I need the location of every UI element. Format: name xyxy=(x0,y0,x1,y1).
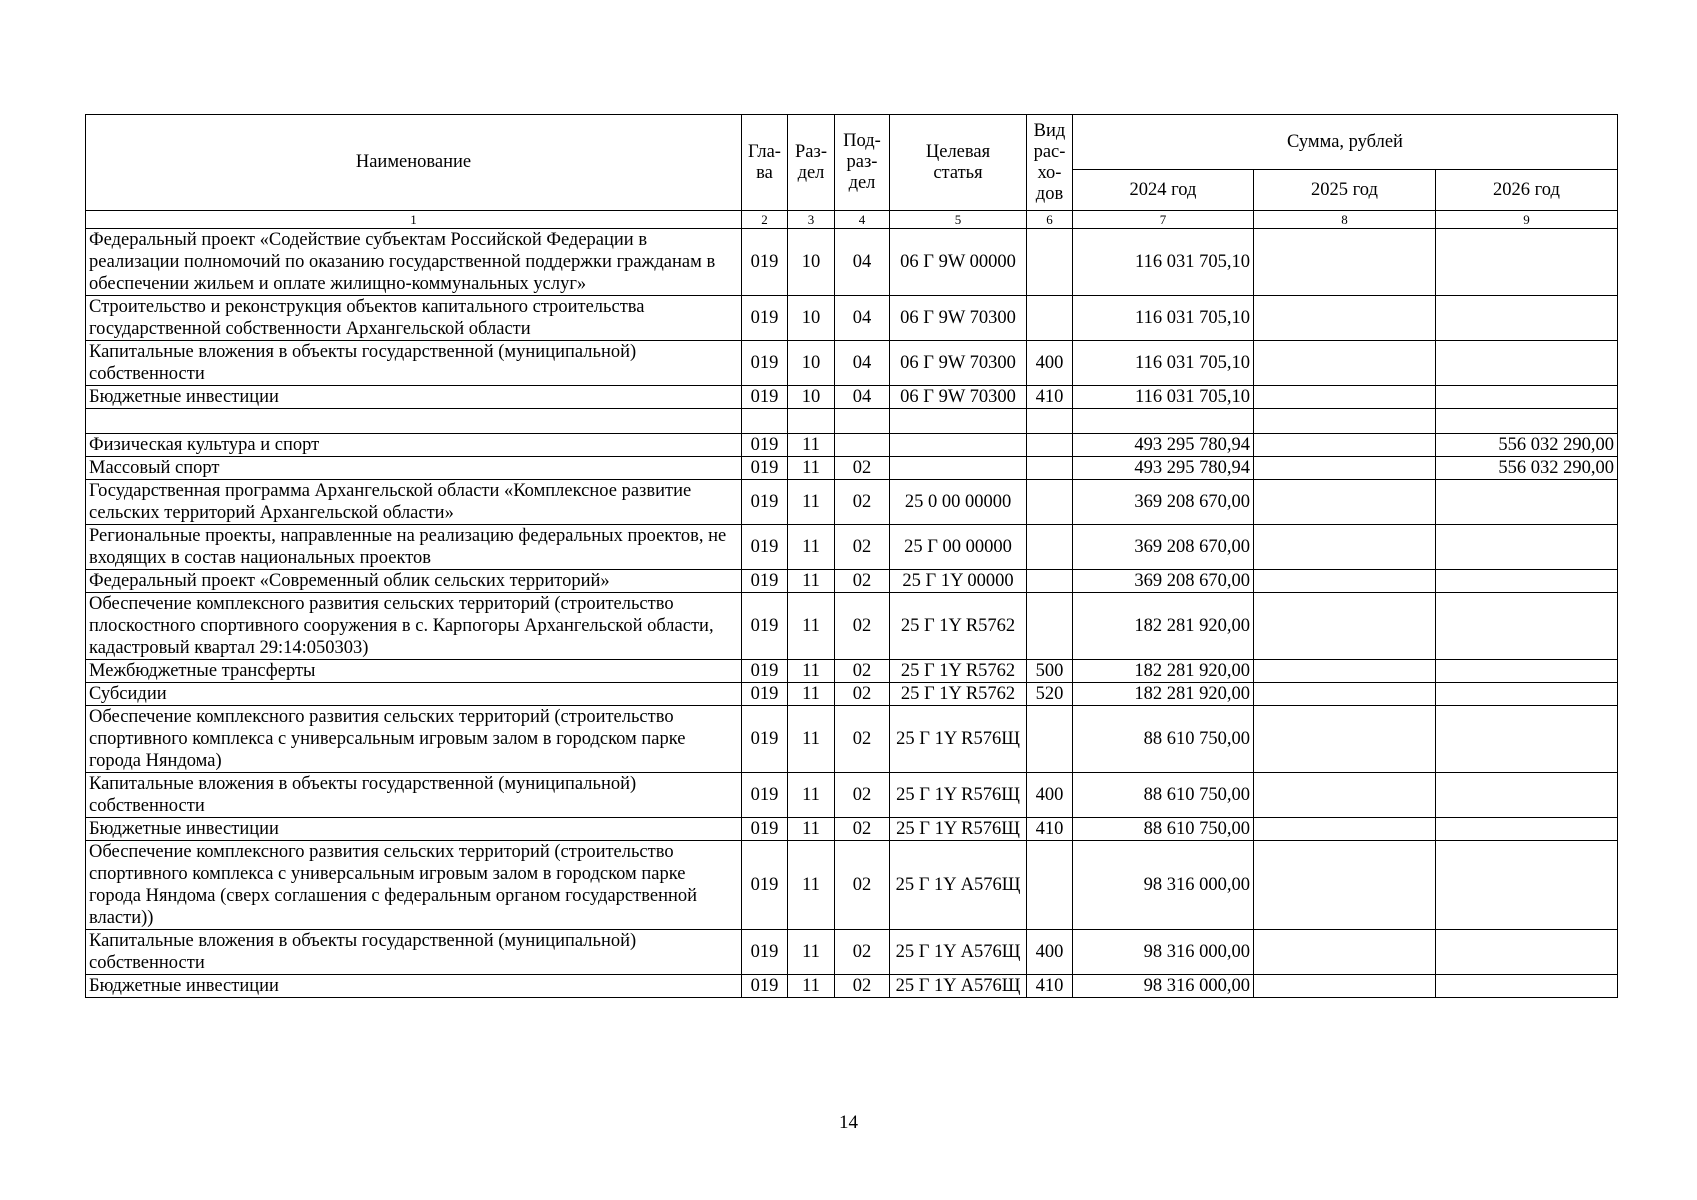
header-celevaya-statya: Целевая статья xyxy=(890,115,1027,211)
row-sum-2025 xyxy=(1254,457,1436,480)
row-name: Государственная программа Архангельской области «Комплексное развитие сельских территорий Архангельской области» xyxy=(86,480,742,525)
row-celevaya-statya: 25 Г 1Y R5762 xyxy=(890,660,1027,683)
table-row xyxy=(86,818,1618,841)
row-celevaya-statya: 25 Г 1Y R5762 xyxy=(890,593,1027,660)
header-podrazdel: Под- раз- дел xyxy=(835,115,890,211)
column-number: 3 xyxy=(788,211,835,229)
row-name: Бюджетные инвестиции xyxy=(86,818,742,841)
row-sum-2024 xyxy=(1073,409,1254,434)
table-row xyxy=(86,480,1618,525)
row-sum-2026 xyxy=(1436,296,1618,341)
table-row xyxy=(86,457,1618,480)
row-podrazdel: 02 xyxy=(835,660,890,683)
column-number: 5 xyxy=(890,211,1027,229)
column-number: 7 xyxy=(1073,211,1254,229)
row-celevaya-statya: 06 Г 9W 70300 xyxy=(890,386,1027,409)
row-vid-rashodov xyxy=(1027,841,1073,930)
column-number: 6 xyxy=(1027,211,1073,229)
row-podrazdel: 02 xyxy=(835,480,890,525)
table-row xyxy=(86,434,1618,457)
header-vid-rashodov: Вид рас- хо- дов xyxy=(1027,115,1073,211)
row-glava: 019 xyxy=(742,525,788,570)
row-podrazdel xyxy=(835,409,890,434)
row-glava: 019 xyxy=(742,480,788,525)
row-podrazdel: 02 xyxy=(835,706,890,773)
row-vid-rashodov xyxy=(1027,296,1073,341)
row-celevaya-statya: 25 Г 1Y R5762 xyxy=(890,683,1027,706)
row-sum-2024: 182 281 920,00 xyxy=(1073,683,1254,706)
column-number: 8 xyxy=(1254,211,1436,229)
row-sum-2025 xyxy=(1254,683,1436,706)
header-summa: Сумма, рублей xyxy=(1073,115,1618,170)
row-razdel: 11 xyxy=(788,930,835,975)
row-sum-2024: 493 295 780,94 xyxy=(1073,434,1254,457)
row-glava: 019 xyxy=(742,570,788,593)
table-body xyxy=(86,229,1618,998)
row-name: Федеральный проект «Содействие субъектам Российской Федерации в реализации полномочий по оказанию государственной поддержки гражданам в обеспечении жильем и оплате жилищно-коммунальных услуг» xyxy=(86,229,742,296)
row-celevaya-statya: 25 0 00 00000 xyxy=(890,480,1027,525)
row-celevaya-statya xyxy=(890,457,1027,480)
row-sum-2026 xyxy=(1436,660,1618,683)
table-row xyxy=(86,296,1618,341)
row-name: Бюджетные инвестиции xyxy=(86,386,742,409)
row-celevaya-statya: 25 Г 1Y А576Щ xyxy=(890,975,1027,998)
row-podrazdel: 02 xyxy=(835,975,890,998)
row-glava: 019 xyxy=(742,930,788,975)
row-razdel: 11 xyxy=(788,818,835,841)
column-number: 4 xyxy=(835,211,890,229)
row-glava: 019 xyxy=(742,706,788,773)
row-vid-rashodov: 410 xyxy=(1027,386,1073,409)
row-sum-2024: 182 281 920,00 xyxy=(1073,660,1254,683)
row-vid-rashodov: 410 xyxy=(1027,818,1073,841)
row-celevaya-statya: 06 Г 9W 70300 xyxy=(890,341,1027,386)
row-podrazdel: 02 xyxy=(835,457,890,480)
row-name: Обеспечение комплексного развития сельских территорий (строительство плоскостного спортивного сооружения в с. Карпогоры Архангельской области, кадастровый квартал 29:14:050303) xyxy=(86,593,742,660)
row-name: Федеральный проект «Современный облик сельских территорий» xyxy=(86,570,742,593)
page-number: 14 xyxy=(839,1112,858,1133)
row-name: Межбюджетные трансферты xyxy=(86,660,742,683)
row-name: Физическая культура и спорт xyxy=(86,434,742,457)
row-sum-2024: 369 208 670,00 xyxy=(1073,525,1254,570)
row-sum-2024: 88 610 750,00 xyxy=(1073,706,1254,773)
row-sum-2024: 369 208 670,00 xyxy=(1073,480,1254,525)
row-name: Массовый спорт xyxy=(86,457,742,480)
header-year-2024: 2024 год xyxy=(1073,170,1254,211)
row-sum-2024: 116 031 705,10 xyxy=(1073,296,1254,341)
row-vid-rashodov: 400 xyxy=(1027,773,1073,818)
row-razdel: 11 xyxy=(788,457,835,480)
row-sum-2025 xyxy=(1254,434,1436,457)
row-name: Обеспечение комплексного развития сельских территорий (строительство спортивного комплекса с универсальным игровым залом в городском парке города Няндома (сверх соглашения с федеральным органом государственной власти)) xyxy=(86,841,742,930)
row-sum-2025 xyxy=(1254,409,1436,434)
header-razdel: Раз- дел xyxy=(788,115,835,211)
row-sum-2025 xyxy=(1254,480,1436,525)
row-celevaya-statya: 06 Г 9W 70300 xyxy=(890,296,1027,341)
row-podrazdel: 02 xyxy=(835,570,890,593)
row-razdel: 11 xyxy=(788,434,835,457)
row-razdel: 10 xyxy=(788,341,835,386)
row-glava: 019 xyxy=(742,386,788,409)
row-podrazdel: 02 xyxy=(835,525,890,570)
row-razdel: 10 xyxy=(788,296,835,341)
row-sum-2024: 116 031 705,10 xyxy=(1073,386,1254,409)
row-sum-2025 xyxy=(1254,593,1436,660)
row-razdel: 11 xyxy=(788,975,835,998)
row-celevaya-statya: 25 Г 1Y А576Щ xyxy=(890,841,1027,930)
row-sum-2025 xyxy=(1254,525,1436,570)
row-celevaya-statya: 25 Г 1Y 00000 xyxy=(890,570,1027,593)
row-glava: 019 xyxy=(742,457,788,480)
row-glava: 019 xyxy=(742,773,788,818)
row-celevaya-statya: 25 Г 00 00000 xyxy=(890,525,1027,570)
row-sum-2026 xyxy=(1436,341,1618,386)
row-podrazdel xyxy=(835,434,890,457)
table-row xyxy=(86,773,1618,818)
row-razdel: 11 xyxy=(788,706,835,773)
column-number: 1 xyxy=(86,211,742,229)
row-celevaya-statya: 25 Г 1Y R576Щ xyxy=(890,818,1027,841)
budget-table xyxy=(85,114,1618,998)
row-sum-2025 xyxy=(1254,818,1436,841)
row-celevaya-statya: 06 Г 9W 00000 xyxy=(890,229,1027,296)
row-razdel: 10 xyxy=(788,386,835,409)
row-sum-2025 xyxy=(1254,341,1436,386)
row-sum-2024: 88 610 750,00 xyxy=(1073,773,1254,818)
row-razdel: 11 xyxy=(788,841,835,930)
row-sum-2025 xyxy=(1254,570,1436,593)
row-sum-2026 xyxy=(1436,593,1618,660)
row-sum-2026: 556 032 290,00 xyxy=(1436,434,1618,457)
table-row xyxy=(86,229,1618,296)
row-vid-rashodov xyxy=(1027,480,1073,525)
row-sum-2024: 116 031 705,10 xyxy=(1073,341,1254,386)
row-glava: 019 xyxy=(742,818,788,841)
row-sum-2024: 98 316 000,00 xyxy=(1073,975,1254,998)
row-vid-rashodov xyxy=(1027,434,1073,457)
row-razdel: 11 xyxy=(788,660,835,683)
row-glava xyxy=(742,409,788,434)
row-razdel: 11 xyxy=(788,773,835,818)
header-year-2026: 2026 год xyxy=(1436,170,1618,211)
table-row xyxy=(86,525,1618,570)
row-glava: 019 xyxy=(742,434,788,457)
row-razdel: 11 xyxy=(788,480,835,525)
row-name xyxy=(86,409,742,434)
row-sum-2024: 98 316 000,00 xyxy=(1073,841,1254,930)
row-razdel: 10 xyxy=(788,229,835,296)
table-row xyxy=(86,683,1618,706)
row-podrazdel: 02 xyxy=(835,593,890,660)
table-row xyxy=(86,930,1618,975)
row-celevaya-statya xyxy=(890,409,1027,434)
row-glava: 019 xyxy=(742,660,788,683)
column-number-row xyxy=(86,211,1618,229)
row-name: Строительство и реконструкция объектов капитального строительства государственной собственности Архангельской области xyxy=(86,296,742,341)
row-vid-rashodov: 410 xyxy=(1027,975,1073,998)
row-sum-2026 xyxy=(1436,570,1618,593)
row-sum-2025 xyxy=(1254,975,1436,998)
header-year-2025: 2025 год xyxy=(1254,170,1436,211)
row-sum-2024: 369 208 670,00 xyxy=(1073,570,1254,593)
row-sum-2026 xyxy=(1436,525,1618,570)
column-number: 2 xyxy=(742,211,788,229)
row-glava: 019 xyxy=(742,593,788,660)
row-vid-rashodov xyxy=(1027,525,1073,570)
row-podrazdel: 04 xyxy=(835,341,890,386)
row-glava: 019 xyxy=(742,841,788,930)
row-sum-2026 xyxy=(1436,930,1618,975)
row-vid-rashodov: 520 xyxy=(1027,683,1073,706)
row-glava: 019 xyxy=(742,296,788,341)
row-sum-2026 xyxy=(1436,841,1618,930)
table-row xyxy=(86,660,1618,683)
row-vid-rashodov xyxy=(1027,593,1073,660)
row-sum-2025 xyxy=(1254,386,1436,409)
row-sum-2025 xyxy=(1254,296,1436,341)
row-sum-2026 xyxy=(1436,706,1618,773)
row-vid-rashodov xyxy=(1027,229,1073,296)
table-row xyxy=(86,841,1618,930)
row-sum-2025 xyxy=(1254,229,1436,296)
row-vid-rashodov xyxy=(1027,457,1073,480)
row-sum-2026 xyxy=(1436,386,1618,409)
table-row xyxy=(86,593,1618,660)
row-podrazdel: 02 xyxy=(835,841,890,930)
row-sum-2024: 182 281 920,00 xyxy=(1073,593,1254,660)
row-podrazdel: 02 xyxy=(835,773,890,818)
row-celevaya-statya: 25 Г 1Y R576Щ xyxy=(890,706,1027,773)
row-sum-2025 xyxy=(1254,930,1436,975)
row-sum-2025 xyxy=(1254,706,1436,773)
row-sum-2026: 556 032 290,00 xyxy=(1436,457,1618,480)
row-name: Региональные проекты, направленные на реализацию федеральных проектов, не входящих в состав национальных проектов xyxy=(86,525,742,570)
row-sum-2025 xyxy=(1254,841,1436,930)
row-sum-2026 xyxy=(1436,818,1618,841)
row-sum-2024: 98 316 000,00 xyxy=(1073,930,1254,975)
row-name: Капитальные вложения в объекты государственной (муниципальной) собственности xyxy=(86,341,742,386)
row-name: Субсидии xyxy=(86,683,742,706)
header-name: Наименование xyxy=(86,115,742,211)
row-glava: 019 xyxy=(742,683,788,706)
row-celevaya-statya: 25 Г 1Y R576Щ xyxy=(890,773,1027,818)
row-sum-2024: 116 031 705,10 xyxy=(1073,229,1254,296)
table-row xyxy=(86,570,1618,593)
row-name: Капитальные вложения в объекты государственной (муниципальной) собственности xyxy=(86,930,742,975)
row-sum-2026 xyxy=(1436,480,1618,525)
row-sum-2024: 88 610 750,00 xyxy=(1073,818,1254,841)
column-number: 9 xyxy=(1436,211,1618,229)
row-sum-2025 xyxy=(1254,660,1436,683)
row-podrazdel: 04 xyxy=(835,296,890,341)
row-glava: 019 xyxy=(742,229,788,296)
row-razdel: 11 xyxy=(788,525,835,570)
row-sum-2026 xyxy=(1436,975,1618,998)
table-row xyxy=(86,386,1618,409)
row-razdel: 11 xyxy=(788,683,835,706)
row-celevaya-statya: 25 Г 1Y А576Щ xyxy=(890,930,1027,975)
table-row xyxy=(86,341,1618,386)
row-vid-rashodov: 400 xyxy=(1027,930,1073,975)
row-vid-rashodov: 400 xyxy=(1027,341,1073,386)
row-sum-2026 xyxy=(1436,409,1618,434)
row-glava: 019 xyxy=(742,341,788,386)
row-sum-2026 xyxy=(1436,773,1618,818)
row-sum-2026 xyxy=(1436,683,1618,706)
header-glava: Гла- ва xyxy=(742,115,788,211)
row-name: Бюджетные инвестиции xyxy=(86,975,742,998)
row-razdel: 11 xyxy=(788,570,835,593)
row-celevaya-statya xyxy=(890,434,1027,457)
row-razdel xyxy=(788,409,835,434)
table-row xyxy=(86,409,1618,434)
row-vid-rashodov: 500 xyxy=(1027,660,1073,683)
row-vid-rashodov xyxy=(1027,706,1073,773)
row-vid-rashodov xyxy=(1027,409,1073,434)
row-sum-2025 xyxy=(1254,773,1436,818)
table-row xyxy=(86,706,1618,773)
row-podrazdel: 04 xyxy=(835,386,890,409)
row-name: Обеспечение комплексного развития сельских территорий (строительство спортивного комплекса с универсальным игровым залом в городском парке города Няндома) xyxy=(86,706,742,773)
row-podrazdel: 02 xyxy=(835,818,890,841)
row-name: Капитальные вложения в объекты государственной (муниципальной) собственности xyxy=(86,773,742,818)
row-vid-rashodov xyxy=(1027,570,1073,593)
row-razdel: 11 xyxy=(788,593,835,660)
row-podrazdel: 04 xyxy=(835,229,890,296)
row-sum-2026 xyxy=(1436,229,1618,296)
row-podrazdel: 02 xyxy=(835,683,890,706)
row-sum-2024: 493 295 780,94 xyxy=(1073,457,1254,480)
row-glava: 019 xyxy=(742,975,788,998)
row-podrazdel: 02 xyxy=(835,930,890,975)
table-row xyxy=(86,975,1618,998)
